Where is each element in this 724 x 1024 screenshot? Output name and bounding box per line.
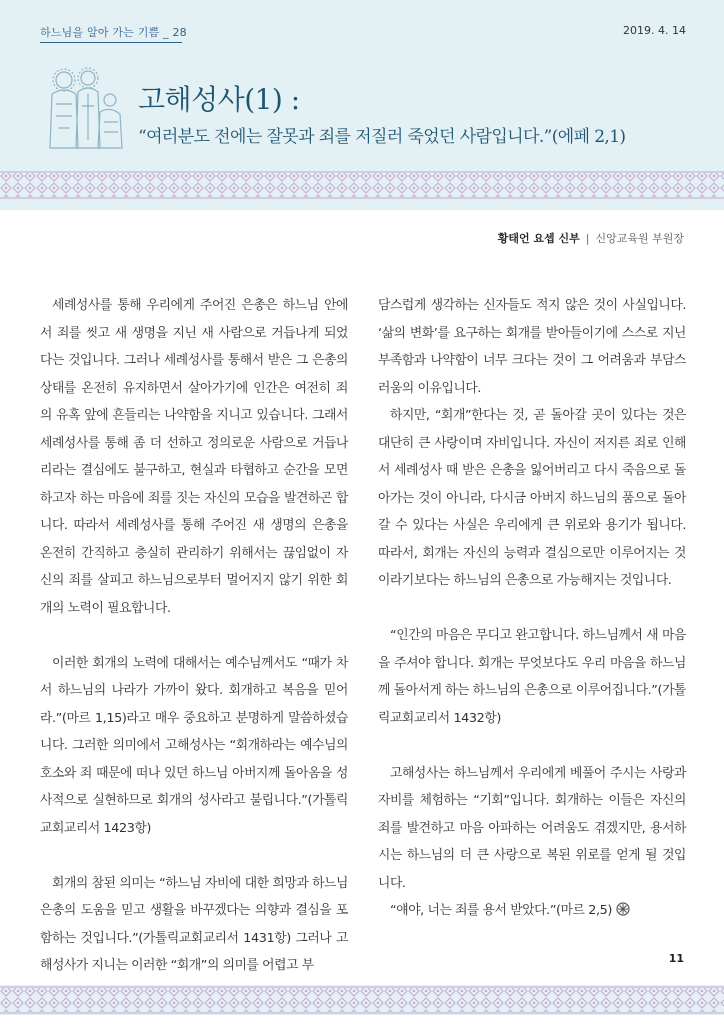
right-paragraph-4: 고해성사는 하느님께서 우리에게 베풀어 주시는 사랑과 자비를 체험하는 “기회”입니다. 회개하는 이들은 자신의 죄를 발견하고 마음 아파하는 어려움도 겪겠지만, 용서하시는 하느님의 더 큰 사랑으로 복된 위로를 얻게 될 것입니다. bbox=[378, 765, 686, 891]
left-paragraph-1: 세례성사를 통해 우리에게 주어진 은총은 하느님 안에서 죄를 씻고 새 생명을 지닌 새 사람으로 거듭나게 되었다는 것입니다. 그러나 세례성사를 통해서 받은 그 은총의 상태를 온전히 유지하면서 살아가기에 인간은 여전히 죄의 유혹 앞에 흔들리는 나약함을 지니고 있습니다. 그래서 세례성사를 통해 좀 더 선하고 정의로운 사람으로 거듭나리라는 결심에도 불구하고, 현실과 타협하고 순간을 모면하고자 하는 마음에 죄를 짓는 자신의 모습을 발견하곤 합니다. 따라서 세례성사를 통해 주어진 새 생명의 은총을 온전히 간직하고 충실히 관리하기 위해서는 끊임없이 자신의 죄를 살피고 하느님으로부터 멀어지지 않기 위한 회개의 노력이 필요합니다. bbox=[40, 298, 348, 616]
page-subtitle: “여러분도 전에는 잘못과 죄를 저질러 죽었던 사람입니다.”(에페 2,1) bbox=[138, 127, 626, 147]
author-byline bbox=[498, 230, 684, 246]
left-paragraph-2: 이러한 회개의 노력에 대해서는 예수님께서도 “때가 차서 하느님의 나라가 가까이 왔다. 회개하고 복음을 믿어라.”(마르 1,15)라고 매우 중요하고 분명하게 말씀하셨습니다. 그러한 의미에서 고해성사는 “회개하라는 예수님의 호소와 죄 때문에 떠나 있던 하느님 아버지께 돌아옴을 성사적으로 실현하므로 회개의 성사라고 불립니다.”(가톨릭교회교리서 1423항) bbox=[40, 655, 348, 836]
closing-quote: “얘야, 너는 죄를 용서 받았다.”(마르 2,5) bbox=[390, 903, 612, 918]
series-underline bbox=[40, 42, 182, 43]
end-ornament-icon bbox=[616, 902, 630, 916]
author-role: 신앙교육원 부원장 bbox=[595, 232, 684, 245]
right-paragraph-1: 담스럽게 생각하는 신자들도 적지 않은 것이 사실입니다. ‘삶의 변화’를 요구하는 회개를 받아들이기에 스스로 지닌 부족함과 나약함이 너무 크다는 것이 그 어려움과 부담스러움의 이유입니다. bbox=[378, 298, 686, 396]
issue-date: 2019. 4. 14 bbox=[623, 24, 686, 37]
right-paragraph-5 bbox=[378, 897, 686, 925]
left-column bbox=[40, 292, 348, 980]
decorative-border-bottom bbox=[0, 985, 724, 1015]
left-paragraph-3: 회개의 참된 의미는 “하느님 자비에 대한 희망과 하느님 은총의 도움을 믿고 생활을 바꾸겠다는 의향과 결심을 포함하는 것입니다.”(가톨릭교회교리서 1431항) 그러나 고해성사가 지니는 이러한 “회개”의 의미를 어렵고 부 bbox=[40, 875, 348, 973]
decorative-border-top bbox=[0, 170, 724, 200]
author-separator: | bbox=[585, 232, 590, 245]
author-name: 황태언 요셉 신부 bbox=[497, 232, 580, 245]
series-label: 하느님을 알아 가는 기쁨 _ 28 bbox=[40, 26, 187, 39]
right-paragraph-2: 하지만, “회개”한다는 것, 곧 돌아갈 곳이 있다는 것은 대단히 큰 사랑이며 자비입니다. 자신이 저지른 죄로 인해서 세례성사 때 받은 은총을 잃어버리고 다시 죽음으로 돌아가는 것이 아니라, 다시금 아버지 하느님의 품으로 돌아갈 수 있다는 사실은 우리에게 큰 위로와 용기가 됩니다. 따라서, 회개는 자신의 능력과 결심으로만 이루어지는 것이라기보다는 하느님의 은총으로 가능해지는 것입니다. bbox=[378, 408, 686, 588]
saints-illustration-icon bbox=[42, 60, 128, 152]
page-title: 고해성사(1) : bbox=[138, 83, 300, 116]
right-paragraph-3: “인간의 마음은 무디고 완고합니다. 하느님께서 새 마음을 주셔야 합니다. 회개는 무엇보다도 우리 마음을 하느님께 돌아서게 하는 하느님의 은총으로 이루어집니다.”(가톨릭교회교리서 1432항) bbox=[378, 628, 686, 726]
page-number: 11 bbox=[668, 952, 684, 965]
right-column bbox=[378, 292, 686, 925]
